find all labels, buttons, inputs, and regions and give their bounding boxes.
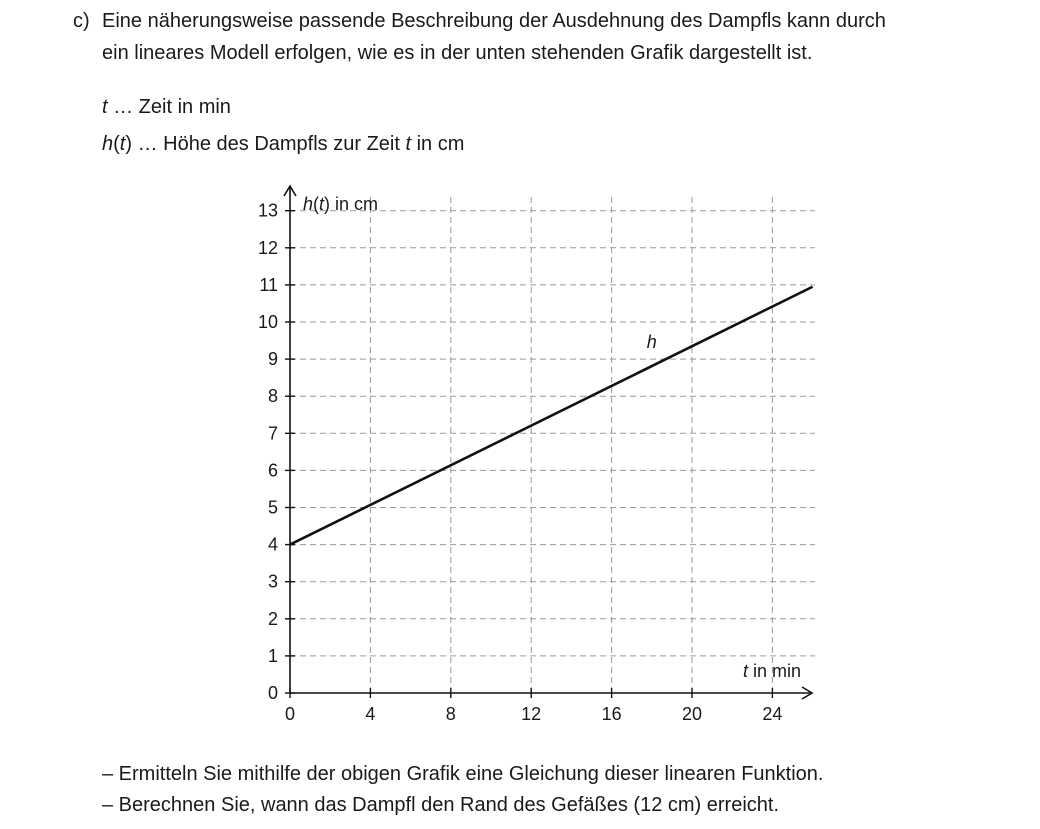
x-axis-label: t in min bbox=[742, 661, 801, 681]
y-tick-label: 10 bbox=[257, 312, 278, 332]
task-text-line-1: Eine näherungsweise passende Beschreibung der Ausdehnung des Dampfls kann durch bbox=[102, 10, 886, 32]
y-tick-label: 8 bbox=[267, 386, 278, 407]
def-h-variable: h bbox=[102, 133, 114, 155]
x-tick-label: 12 bbox=[521, 704, 542, 724]
chart-ticks bbox=[258, 201, 782, 724]
def-h-argument: t bbox=[119, 133, 126, 155]
y-tick-label: 4 bbox=[267, 534, 278, 555]
y-tick-label: 9 bbox=[267, 349, 278, 370]
def-t-text: … Zeit in min bbox=[107, 96, 231, 118]
x-tick-label: 20 bbox=[681, 704, 703, 724]
y-tick-label: 0 bbox=[267, 683, 278, 703]
def-h-text-before: … Höhe des Dampfls zur Zeit bbox=[132, 133, 406, 155]
y-tick-label: 12 bbox=[257, 237, 278, 258]
x-tick-label: 24 bbox=[762, 704, 783, 724]
y-tick-label: 2 bbox=[267, 608, 278, 629]
x-tick-label: 0 bbox=[284, 704, 296, 724]
y-tick-label: 3 bbox=[267, 571, 278, 592]
def-h-paren-open: ( bbox=[113, 133, 120, 155]
def-t-variable: t bbox=[102, 96, 108, 118]
y-tick-label: 1 bbox=[267, 645, 278, 666]
y-tick-label: 11 bbox=[259, 274, 278, 295]
y-tick-label: 7 bbox=[267, 423, 278, 444]
x-tick-label: 8 bbox=[445, 704, 456, 724]
task-text-line-2: ein lineares Modell erfolgen, wie es in der unten stehenden Grafik dargestellt ist. bbox=[102, 42, 813, 64]
def-h-text-after: in cm bbox=[411, 133, 465, 155]
chart-grid bbox=[290, 193, 815, 693]
y-tick-label: 6 bbox=[267, 460, 278, 481]
series-line-h bbox=[290, 287, 813, 545]
chart-series bbox=[290, 287, 813, 545]
bullet-item-1: – Ermitteln Sie mithilfe der obigen Grafik eine Gleichung dieser linearen Funktion. bbox=[102, 763, 824, 785]
chart-axes bbox=[284, 186, 812, 699]
x-tick-label: 4 bbox=[365, 704, 376, 724]
def-h-paren-close: ) bbox=[125, 133, 133, 155]
bullet-item-2: – Berechnen Sie, wann das Dampfl den Rand des Gefäßes (12 cm) erreicht. bbox=[102, 794, 780, 816]
task-letter: c) bbox=[73, 10, 90, 32]
def-h-text-variable: t bbox=[405, 133, 412, 155]
x-tick-label: 16 bbox=[601, 704, 622, 724]
y-tick-label: 13 bbox=[257, 200, 278, 221]
y-tick-label: 5 bbox=[267, 497, 278, 518]
y-axis-label: h(t) in cm bbox=[303, 194, 379, 214]
series-label-h: h bbox=[646, 331, 657, 352]
